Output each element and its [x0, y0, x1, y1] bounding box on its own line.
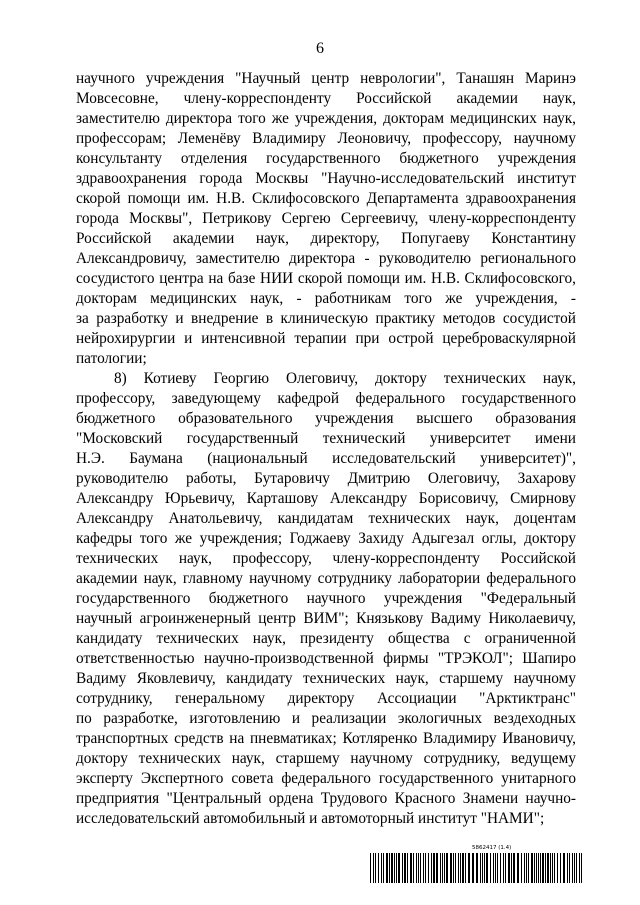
barcode-label: 5862417 (1.4) — [472, 845, 512, 851]
text-line: государственного бюджетного научного учреждения "Федеральный — [76, 590, 576, 607]
text-line: города Москвы", Петрикову Сергею Сергеевичу, члену-корреспонденту — [76, 210, 576, 227]
text-line: за разработку и внедрение в клиническую практику методов сосудистой — [76, 310, 576, 327]
text-line: консультанту отделения государственного бюджетного учреждения — [76, 150, 576, 167]
text-line: "Московский государственный технический университет имени — [76, 430, 576, 447]
text-line: транспортных средств на пневматиках; Котляренко Владимиру Ивановичу, — [76, 730, 576, 747]
text-line: научный агроинженерный центр ВИМ"; Князькову Вадиму Николаевичу, — [76, 610, 576, 627]
text-line: профессору, заведующему кафедрой федерального государственного — [76, 390, 576, 407]
text-line: патологии; — [76, 350, 147, 367]
text-line: скорой помощи им. Н.В. Склифосовского Департамента здравоохранения — [76, 190, 576, 207]
text-line: руководителю работы, Бутаровичу Дмитрию Олеговичу, Захарову — [76, 470, 576, 487]
text-line: технических наук, профессору, члену-корреспонденту Российской — [76, 550, 576, 567]
text-line: нейрохирургии и интенсивной терапии при острой цереброваскулярной — [76, 330, 576, 347]
text-line: сотруднику, генеральному директору Ассоциации "Арктиктранс" — [76, 690, 576, 707]
page-number: 6 — [316, 40, 324, 57]
text-line: научного учреждения "Научный центр неврологии", Танашян Маринэ — [76, 70, 576, 87]
text-line: 8) Котиеву Георгию Олеговичу, доктору технических наук, — [114, 370, 576, 387]
text-line: Н.Э. Баумана (национальный исследовательский университет)", — [76, 450, 576, 467]
text-line: кандидату технических наук, президенту общества с ограниченной — [76, 630, 576, 647]
text-line: заместителю директора того же учреждения, докторам медицинских наук, — [76, 110, 576, 127]
text-line: сосудистого центра на базе НИИ скорой помощи им. Н.В. Склифосовского, — [76, 270, 576, 287]
text-line: по разработке, изготовлению и реализации экологичных вездеходных — [76, 710, 576, 727]
text-line: Александру Юрьевичу, Карташову Александру Борисовичу, Смирнову — [76, 490, 576, 507]
text-line: ответственностью научно-производственной фирмы "ТРЭКОЛ"; Шапиро — [76, 650, 576, 667]
text-line: Российской академии наук, директору, Попугаеву Константину — [76, 230, 576, 247]
barcode-icon — [370, 853, 586, 883]
text-line: докторам медицинских наук, - работникам того же учреждения, - — [76, 290, 576, 307]
text-line: предприятия "Центральный ордена Трудового Красного Знамени научно- — [76, 790, 576, 807]
text-line: профессорам; Леменёву Владимиру Леоновичу, профессору, научному — [76, 130, 576, 147]
text-line: Вадиму Яковлевичу, кандидату технических наук, старшему научному — [76, 670, 576, 687]
text-line: бюджетного образовательного учреждения высшего образования — [76, 410, 576, 427]
text-line: исследовательский автомобильный и автомоторный институт "НАМИ"; — [76, 810, 545, 827]
text-line: здравоохранения города Москвы "Научно-исследовательский институт — [76, 170, 576, 187]
text-line: Александровичу, заместителю директора - руководителю регионального — [76, 250, 576, 267]
text-line: доктору технических наук, старшему научному сотруднику, ведущему — [76, 750, 576, 767]
text-line: эксперту Экспертного совета федерального государственного унитарного — [76, 770, 576, 787]
barcode-block — [370, 845, 586, 888]
text-line: кафедры того же учреждения; Годжаеву Захиду Адыгезал оглы, доктору — [76, 530, 576, 547]
document-body — [76, 69, 576, 829]
text-line: Александру Анатольевичу, кандидатам технических наук, доцентам — [76, 510, 576, 527]
text-line: академии наук, главному научному сотруднику лаборатории федерального — [76, 570, 576, 587]
text-line: Мовсесовне, члену-корреспонденту Российской академии наук, — [76, 90, 576, 107]
